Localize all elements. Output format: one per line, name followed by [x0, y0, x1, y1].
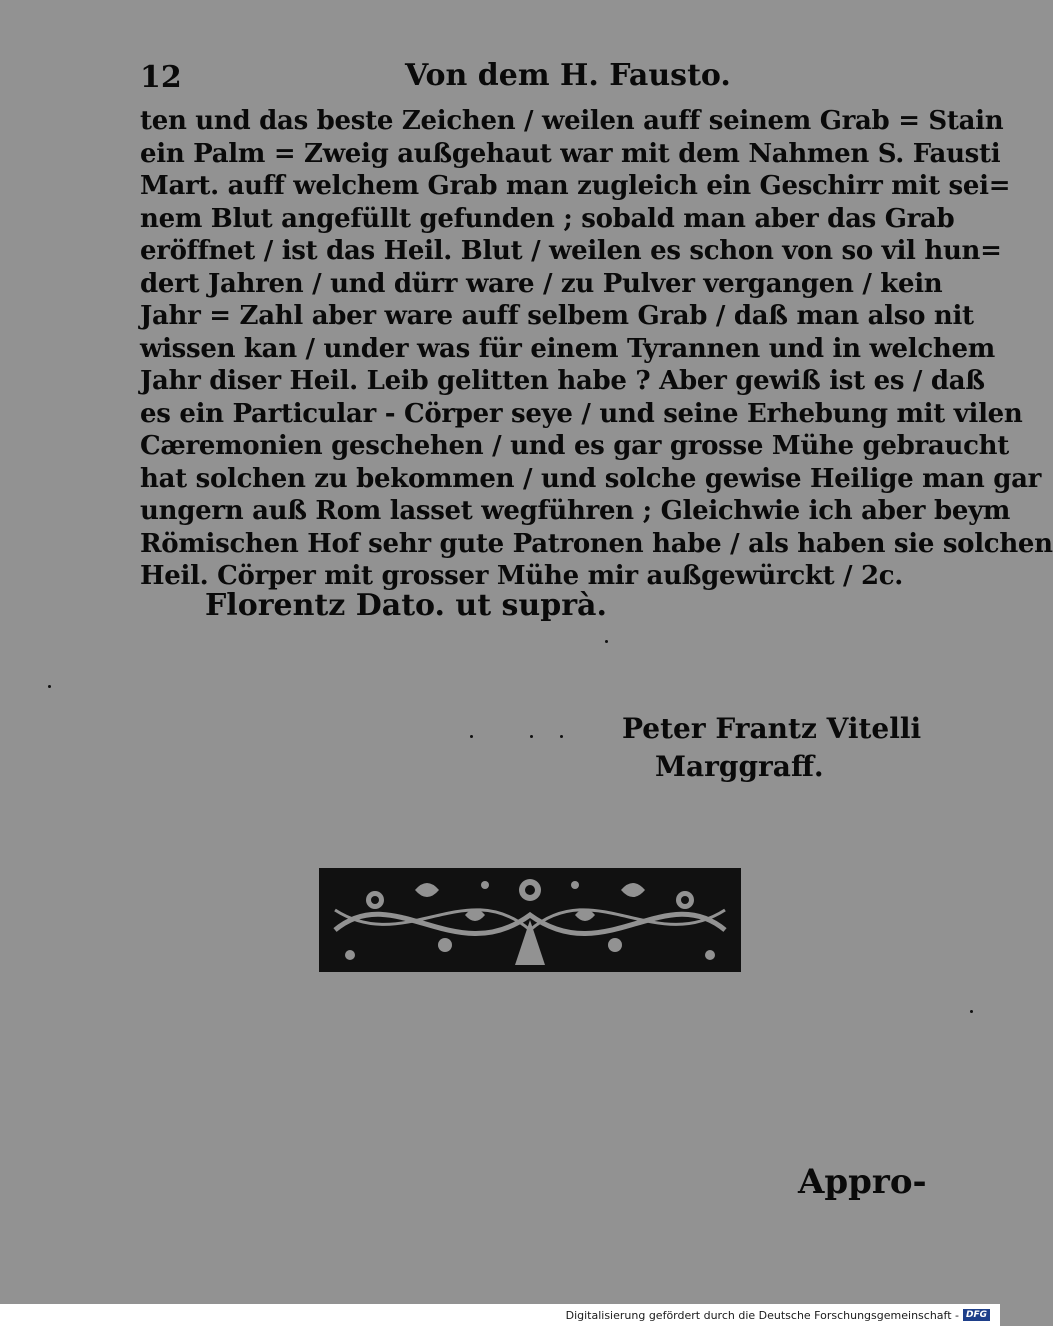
- floral-vignette-icon: [315, 860, 745, 980]
- print-speck: [560, 735, 563, 738]
- print-speck: [470, 735, 473, 738]
- text-line: Jahr = Zahl aber ware auff selbem Grab / daß man also nit: [140, 301, 974, 331]
- dfg-logo-icon: DFG: [963, 1309, 990, 1321]
- text-line: Cæremonien geschehen / und es gar grosse Mühe gebraucht: [140, 431, 1009, 461]
- body-text: [140, 105, 1053, 593]
- print-speck: [605, 640, 608, 643]
- signature-name: Peter Frantz Vitelli: [622, 712, 922, 745]
- text-line: ten und das beste Zeichen / weilen auff seinem Grab = Stain: [140, 106, 1004, 136]
- print-speck: [530, 735, 533, 738]
- signature-title: Marggraff.: [655, 750, 824, 783]
- text-line: Römischen Hof sehr gute Patronen habe / als haben sie solchen: [140, 528, 1053, 559]
- text-line: Heil. Cörper mit grosser Mühe mir außgewürckt / 2c.: [140, 561, 904, 591]
- print-speck: [48, 685, 51, 688]
- text-line: eröffnet / ist das Heil. Blut / weilen es schon von so vil hun=: [140, 236, 1002, 266]
- text-line: es ein Particular - Cörper seye / und seine Erhebung mit vilen: [140, 398, 1023, 429]
- text-line: Mart. auff welchem Grab man zugleich ein Geschirr mit sei=: [140, 171, 1011, 201]
- text-line: dert Jahren / und dürr ware / zu Pulver vergangen / kein: [140, 268, 943, 299]
- footer-bar: [0, 1304, 1000, 1326]
- page-number: 12: [140, 60, 182, 95]
- running-head: Von dem H. Fausto.: [405, 58, 731, 93]
- dateline: Florentz Dato. ut suprà.: [205, 588, 607, 623]
- footer-credit: Digitalisierung gefördert durch die Deutsche Forschungsgemeinschaft -: [565, 1308, 959, 1322]
- text-line: Jahr diser Heil. Leib gelitten habe ? Aber gewiß ist es / daß: [140, 366, 985, 396]
- text-line: nem Blut angefüllt gefunden ; sobald man aber das Grab: [140, 203, 955, 234]
- text-line: ungern auß Rom lasset wegführen ; Gleichwie ich aber beym: [140, 496, 1011, 526]
- text-line: wissen kan / under was für einem Tyrannen und in welchem: [140, 333, 995, 364]
- text-line: ein Palm = Zweig außgehaut war mit dem Nahmen S. Fausti: [140, 138, 1001, 169]
- text-line: hat solchen zu bekommen / und solche gewise Heilige man gar: [140, 463, 1042, 494]
- catchword: Appro-: [798, 1162, 927, 1202]
- print-speck: [970, 1010, 973, 1013]
